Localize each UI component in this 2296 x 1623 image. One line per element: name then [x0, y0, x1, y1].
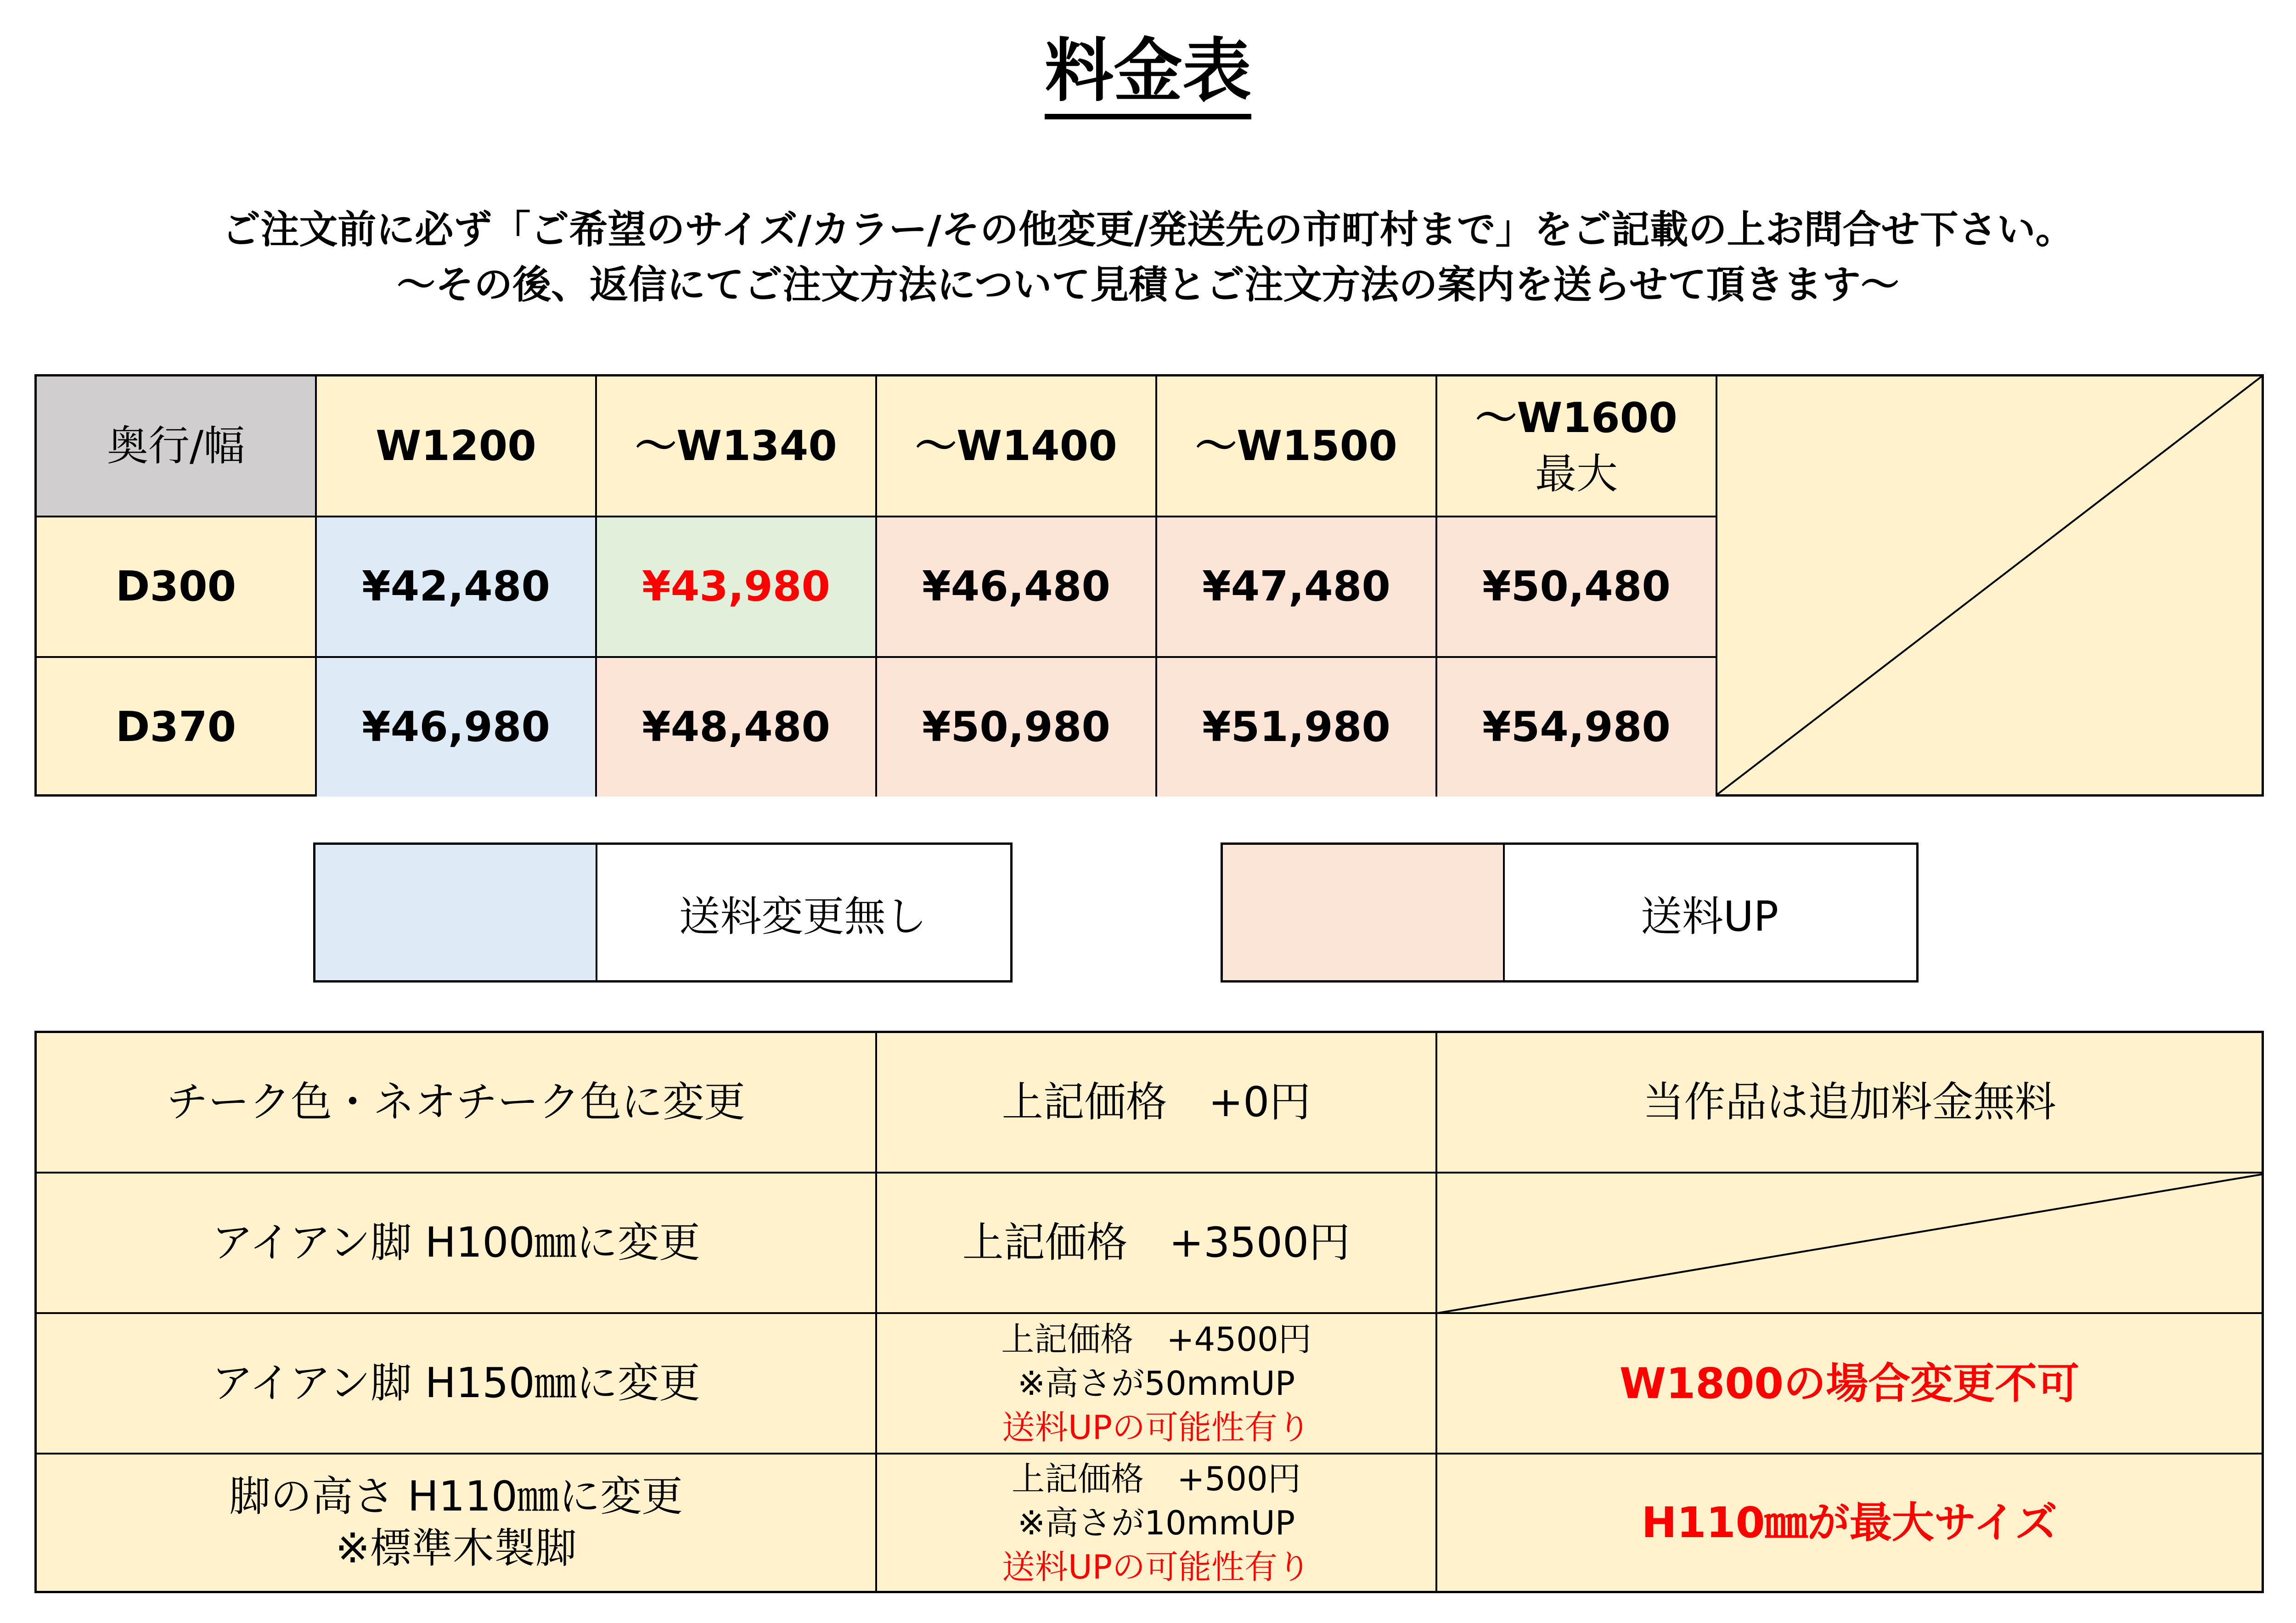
price-cell: ¥47,480 [1157, 517, 1437, 658]
option-name [37, 1455, 877, 1591]
option-price: 上記価格 +0円 [877, 1033, 1437, 1174]
price-note: ※高さが50mmUP [1017, 1364, 1295, 1403]
column-header [1437, 376, 1717, 517]
option-name: チーク色・ネオチーク色に変更 [37, 1033, 877, 1174]
option-price: 上記価格 +3500円 [877, 1174, 1437, 1314]
shipping-warning: 送料UPの可能性有り [1002, 1547, 1311, 1586]
legend-up [1221, 842, 1919, 983]
price-cell: ¥51,980 [1157, 658, 1437, 797]
legend-label [1503, 845, 1916, 980]
notice-line-2: ～その後、返信にてご注文方法について見積とご注文方法の案内を送らせて頂きます～ [397, 262, 1899, 307]
price-cell: ¥48,480 [597, 658, 877, 797]
legend-swatch-pink [1223, 845, 1505, 980]
option-name: アイアン脚 H150㎜に変更 [37, 1314, 877, 1455]
price-note: ※高さが10mmUP [1017, 1503, 1295, 1542]
price-cell: ¥43,980 [597, 517, 877, 658]
order-notice [0, 202, 2296, 312]
row-header: D370 [37, 658, 317, 797]
shipping-warning: 送料UPの可能性有り [1002, 1408, 1311, 1447]
page-title: 料金表 [0, 37, 2296, 106]
option-note: W1800の場合変更不可 [1437, 1314, 2262, 1455]
empty-cell-diagonal [1717, 376, 2262, 794]
column-header: ～W1500 [1157, 376, 1437, 517]
option-price [877, 1314, 1437, 1455]
empty-cell-diagonal [1437, 1174, 2262, 1314]
price-line: 上記価格 +500円 [1012, 1459, 1301, 1498]
legend-no-change [313, 842, 1013, 983]
price-cell: ¥46,980 [317, 658, 597, 797]
column-header: ～W1400 [877, 376, 1157, 517]
price-line: 上記価格 +4500円 [1001, 1320, 1311, 1359]
row-header: D300 [37, 517, 317, 658]
column-header-sub: 最大 [1535, 449, 1618, 498]
column-header: W1200 [317, 376, 597, 517]
option-note: H110㎜が最大サイズ [1641, 1498, 2058, 1547]
corner-header: 奥行/幅 [37, 376, 317, 517]
legend-label: 送料変更無し [679, 892, 927, 941]
notice-line-1: ご注文前に必ず「ご希望のサイズ/カラー/その他変更/発送先の市町村まで」をご記載の上お問合せ下さい。 [222, 207, 2074, 252]
price-cell: ¥54,980 [1437, 658, 1717, 797]
option-name-sub: ※標準木製脚 [335, 1524, 577, 1572]
option-note: 当作品は追加料金無料 [1437, 1033, 2262, 1174]
legend-up-text: 送料UP [1640, 892, 1779, 941]
column-header-label: ～W1600 [1475, 394, 1677, 442]
legend-swatch-blue [315, 845, 597, 980]
option-name: アイアン脚 H100㎜に変更 [37, 1174, 877, 1314]
option-name-main: 脚の高さ H110㎜に変更 [229, 1472, 683, 1521]
price-cell: ¥42,480 [317, 517, 597, 658]
price-table [34, 374, 2264, 797]
price-cell: ¥46,480 [877, 517, 1157, 658]
price-cell: ¥50,980 [877, 658, 1157, 797]
column-header: ～W1340 [597, 376, 877, 517]
price-cell: ¥50,480 [1437, 517, 1717, 658]
options-table [34, 1031, 2264, 1593]
option-price [877, 1455, 1437, 1591]
